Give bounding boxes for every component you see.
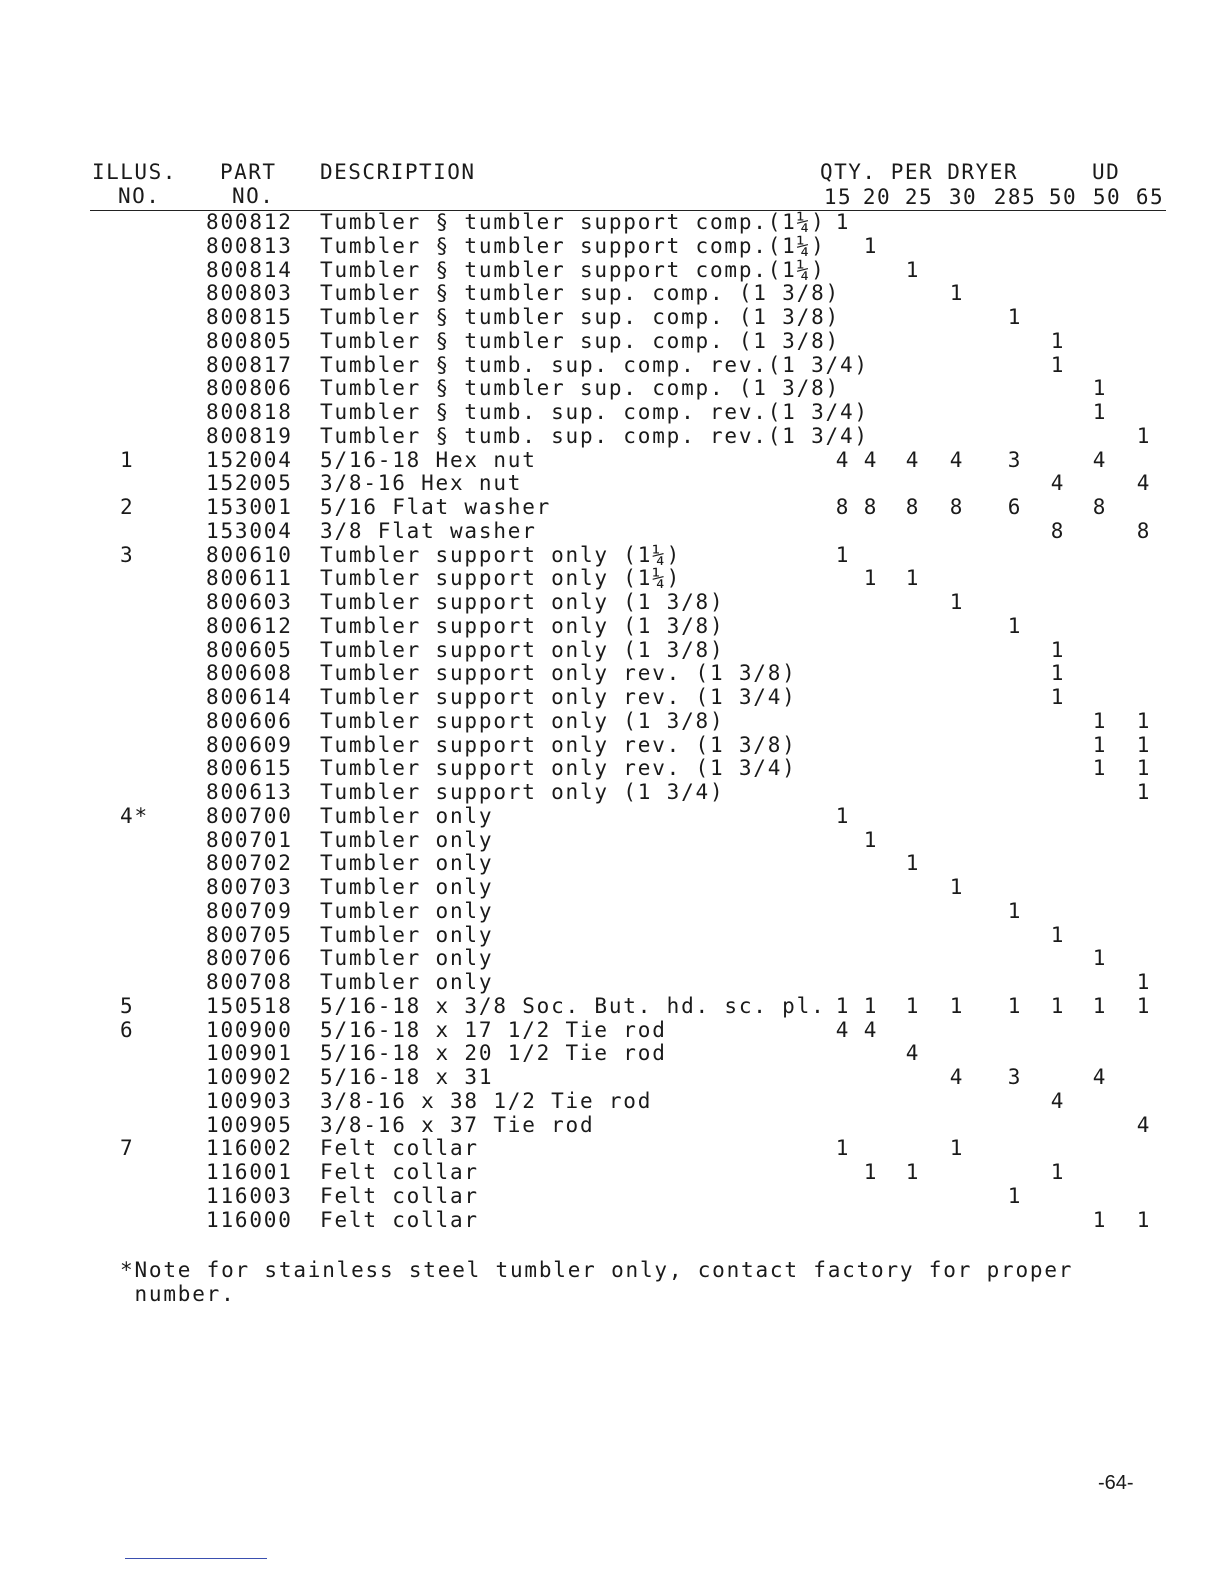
part-number: 800605 bbox=[206, 638, 293, 662]
qty-cell: 1 bbox=[1007, 614, 1023, 638]
table-row bbox=[0, 210, 1224, 234]
qty-cell: 1 bbox=[1136, 1208, 1152, 1232]
description: Felt collar bbox=[320, 1184, 479, 1208]
description: Tumbler § tumbler sup. comp. (1 3/8) bbox=[320, 329, 840, 353]
part-number: 800700 bbox=[206, 804, 293, 828]
qty-cell: 8 bbox=[863, 495, 879, 519]
part-number: 100901 bbox=[206, 1041, 293, 1065]
footnote-line2: number. bbox=[120, 1282, 236, 1306]
table-row bbox=[0, 923, 1224, 947]
description: 3/8-16 x 38 1/2 Tie rod bbox=[320, 1089, 653, 1113]
col-header-ud-65: 65 bbox=[1135, 185, 1165, 209]
qty-cell: 1 bbox=[1092, 733, 1108, 757]
qty-cell: 1 bbox=[835, 994, 851, 1018]
description: Tumbler support only (1 3/8) bbox=[320, 590, 725, 614]
qty-cell: 1 bbox=[1007, 305, 1023, 329]
description: Tumbler support only (1 3/8) bbox=[320, 614, 725, 638]
part-number: 800818 bbox=[206, 400, 293, 424]
illus-number: 2 bbox=[120, 495, 135, 519]
qty-cell: 1 bbox=[905, 566, 921, 590]
description: 3/8 Flat washer bbox=[320, 519, 537, 543]
part-number: 800703 bbox=[206, 875, 293, 899]
table-row bbox=[0, 614, 1224, 638]
qty-cell: 1 bbox=[863, 994, 879, 1018]
part-number: 800819 bbox=[206, 424, 293, 448]
table-row bbox=[0, 709, 1224, 733]
part-number: 800817 bbox=[206, 353, 293, 377]
table-row bbox=[0, 258, 1224, 282]
illus-number: 5 bbox=[120, 994, 135, 1018]
qty-cell: 1 bbox=[835, 543, 851, 567]
description: 3/8-16 x 37 Tie rod bbox=[320, 1113, 595, 1137]
qty-cell: 1 bbox=[1092, 756, 1108, 780]
table-row bbox=[0, 946, 1224, 970]
footnote bbox=[120, 1258, 1120, 1306]
table-row bbox=[0, 1089, 1224, 1113]
description: 5/16-18 x 17 1/2 Tie rod bbox=[320, 1018, 667, 1042]
description: Tumbler § tumbler support comp.(1¼) bbox=[320, 234, 826, 258]
description: Tumbler support only (1¼) bbox=[320, 543, 682, 567]
qty-cell: 8 bbox=[835, 495, 851, 519]
part-number: 800608 bbox=[206, 661, 293, 685]
description: Tumbler § tumb. sup. comp. rev.(1 3/4) bbox=[320, 424, 869, 448]
description-header: DESCRIPTION bbox=[320, 160, 476, 184]
description: Tumbler only bbox=[320, 828, 494, 852]
col-header-15: 15 bbox=[823, 185, 853, 209]
description: Tumbler only bbox=[320, 804, 494, 828]
qty-cell: 1 bbox=[1007, 899, 1023, 923]
description: Tumbler only bbox=[320, 875, 494, 899]
table-row bbox=[0, 780, 1224, 804]
qty-cell: 3 bbox=[1007, 1065, 1023, 1089]
col-header-20: 20 bbox=[862, 185, 892, 209]
table-row bbox=[0, 590, 1224, 614]
qty-cell: 4 bbox=[905, 448, 921, 472]
part-number: 800610 bbox=[206, 543, 293, 567]
qty-cell: 1 bbox=[1136, 970, 1152, 994]
qty-cell: 4 bbox=[1092, 448, 1108, 472]
qty-cell: 1 bbox=[905, 851, 921, 875]
qty-cell: 1 bbox=[1050, 923, 1066, 947]
table-row bbox=[0, 875, 1224, 899]
qty-cell: 1 bbox=[949, 590, 965, 614]
footnote-line1: *Note for stainless steel tumbler only, contact factory for proper bbox=[120, 1258, 1074, 1282]
description: Tumbler § tumb. sup. comp. rev.(1 3/4) bbox=[320, 353, 869, 377]
table-row bbox=[0, 281, 1224, 305]
qty-cell: 1 bbox=[863, 828, 879, 852]
qty-cell: 1 bbox=[949, 875, 965, 899]
qty-cell: 1 bbox=[863, 234, 879, 258]
description: Tumbler only bbox=[320, 851, 494, 875]
qty-cell: 1 bbox=[1050, 994, 1066, 1018]
col-header-ud-50: 50 bbox=[1092, 185, 1122, 209]
illus-number: 1 bbox=[120, 448, 135, 472]
table-row bbox=[0, 756, 1224, 780]
part-number: 116003 bbox=[206, 1184, 293, 1208]
table-header bbox=[0, 0, 1224, 215]
description: 3/8-16 Hex nut bbox=[320, 471, 523, 495]
part-number: 800806 bbox=[206, 376, 293, 400]
qty-cell: 1 bbox=[1050, 685, 1066, 709]
qty-cell: 4 bbox=[1092, 1065, 1108, 1089]
part-number: 800805 bbox=[206, 329, 293, 353]
footer-rule bbox=[125, 1558, 267, 1559]
qty-cell: 1 bbox=[905, 1160, 921, 1184]
part-number: 116001 bbox=[206, 1160, 293, 1184]
qty-cell: 1 bbox=[1092, 946, 1108, 970]
illus-header-line1: ILLUS. bbox=[92, 160, 177, 184]
qty-cell: 1 bbox=[1050, 661, 1066, 685]
qty-cell: 4 bbox=[1136, 1113, 1152, 1137]
qty-cell: 1 bbox=[1092, 1208, 1108, 1232]
description: Tumbler only bbox=[320, 946, 494, 970]
qty-cell: 4 bbox=[1050, 1089, 1066, 1113]
qty-cell: 1 bbox=[949, 1136, 965, 1160]
qty-cell: 4 bbox=[949, 1065, 965, 1089]
qty-cell: 1 bbox=[905, 994, 921, 1018]
table-row bbox=[0, 376, 1224, 400]
description: 5/16 Flat washer bbox=[320, 495, 552, 519]
description: Felt collar bbox=[320, 1136, 479, 1160]
part-number: 800603 bbox=[206, 590, 293, 614]
table-row bbox=[0, 804, 1224, 828]
part-number: 100902 bbox=[206, 1065, 293, 1089]
qty-cell: 4 bbox=[863, 1018, 879, 1042]
description: Tumbler only bbox=[320, 899, 494, 923]
table-row bbox=[0, 329, 1224, 353]
illus-number: 6 bbox=[120, 1018, 135, 1042]
qty-cell: 4 bbox=[1136, 471, 1152, 495]
part-number: 116002 bbox=[206, 1136, 293, 1160]
description: Tumbler only bbox=[320, 970, 494, 994]
qty-cell: 1 bbox=[1136, 994, 1152, 1018]
table-row bbox=[0, 685, 1224, 709]
col-header-50: 50 bbox=[1048, 185, 1078, 209]
table-row bbox=[0, 994, 1224, 1018]
qty-cell: 4 bbox=[835, 448, 851, 472]
qty-cell: 8 bbox=[1136, 519, 1152, 543]
col-header-285: 285 bbox=[993, 185, 1037, 209]
table-row bbox=[0, 1184, 1224, 1208]
page-number: -64- bbox=[1098, 1472, 1134, 1494]
table-row bbox=[0, 638, 1224, 662]
qty-cell: 1 bbox=[835, 1136, 851, 1160]
part-number: 152004 bbox=[206, 448, 293, 472]
qty-cell: 8 bbox=[1050, 519, 1066, 543]
table-row bbox=[0, 970, 1224, 994]
description: Tumbler support only (1¼) bbox=[320, 566, 682, 590]
qty-cell: 4 bbox=[835, 1018, 851, 1042]
description: Tumbler § tumbler support comp.(1¼) bbox=[320, 210, 826, 234]
description: Tumbler support only (1 3/4) bbox=[320, 780, 725, 804]
description: 5/16-18 Hex nut bbox=[320, 448, 537, 472]
description: Tumbler § tumb. sup. comp. rev.(1 3/4) bbox=[320, 400, 869, 424]
description: Felt collar bbox=[320, 1160, 479, 1184]
description: 5/16-18 x 20 1/2 Tie rod bbox=[320, 1041, 667, 1065]
qty-cell: 1 bbox=[863, 1160, 879, 1184]
qty-cell: 1 bbox=[1136, 424, 1152, 448]
qty-cell: 1 bbox=[835, 804, 851, 828]
part-number: 116000 bbox=[206, 1208, 293, 1232]
qty-cell: 1 bbox=[863, 566, 879, 590]
table-row bbox=[0, 543, 1224, 567]
qty-cell: 4 bbox=[863, 448, 879, 472]
col-header-30: 30 bbox=[948, 185, 978, 209]
table-row bbox=[0, 828, 1224, 852]
table-row bbox=[0, 1065, 1224, 1089]
part-number: 800613 bbox=[206, 780, 293, 804]
table-row bbox=[0, 899, 1224, 923]
part-number: 153001 bbox=[206, 495, 293, 519]
qty-cell: 4 bbox=[949, 448, 965, 472]
table-row bbox=[0, 353, 1224, 377]
table-row bbox=[0, 1041, 1224, 1065]
description: Tumbler support only rev. (1 3/8) bbox=[320, 733, 797, 757]
part-number: 800709 bbox=[206, 899, 293, 923]
qty-cell: 1 bbox=[949, 994, 965, 1018]
part-header-line2: NO. bbox=[232, 184, 275, 208]
qty-cell: 1 bbox=[905, 258, 921, 282]
table-row bbox=[0, 305, 1224, 329]
qty-cell: 1 bbox=[1050, 329, 1066, 353]
qty-cell: 1 bbox=[1092, 400, 1108, 424]
description: Tumbler § tumbler sup. comp. (1 3/8) bbox=[320, 376, 840, 400]
table-row bbox=[0, 495, 1224, 519]
table-row bbox=[0, 234, 1224, 258]
part-number: 800708 bbox=[206, 970, 293, 994]
part-header-line1: PART bbox=[220, 160, 277, 184]
qty-cell: 1 bbox=[1092, 376, 1108, 400]
part-number: 800615 bbox=[206, 756, 293, 780]
part-number: 800815 bbox=[206, 305, 293, 329]
qty-cell: 4 bbox=[1050, 471, 1066, 495]
description: 5/16-18 x 31 bbox=[320, 1065, 494, 1089]
table-row bbox=[0, 424, 1224, 448]
table-row bbox=[0, 1208, 1224, 1232]
part-number: 800814 bbox=[206, 258, 293, 282]
part-number: 800813 bbox=[206, 234, 293, 258]
illus-number: 4* bbox=[120, 804, 149, 828]
part-number: 100903 bbox=[206, 1089, 293, 1113]
qty-cell: 6 bbox=[1007, 495, 1023, 519]
part-number: 152005 bbox=[206, 471, 293, 495]
qty-cell: 1 bbox=[1136, 780, 1152, 804]
description: Tumbler support only (1 3/8) bbox=[320, 709, 725, 733]
part-number: 800706 bbox=[206, 946, 293, 970]
description: Tumbler § tumbler sup. comp. (1 3/8) bbox=[320, 281, 840, 305]
qty-cell: 8 bbox=[905, 495, 921, 519]
qty-cell: 1 bbox=[949, 281, 965, 305]
description: Tumbler support only (1 3/8) bbox=[320, 638, 725, 662]
part-number: 100900 bbox=[206, 1018, 293, 1042]
qty-cell: 1 bbox=[1136, 756, 1152, 780]
illus-header-line2: NO. bbox=[118, 184, 161, 208]
part-number: 800609 bbox=[206, 733, 293, 757]
qty-cell: 1 bbox=[1136, 709, 1152, 733]
part-number: 150518 bbox=[206, 994, 293, 1018]
illus-number: 3 bbox=[120, 543, 135, 567]
illus-number: 7 bbox=[120, 1136, 135, 1160]
qty-cell: 1 bbox=[1050, 353, 1066, 377]
description: Tumbler § tumbler sup. comp. (1 3/8) bbox=[320, 305, 840, 329]
qty-cell: 8 bbox=[949, 495, 965, 519]
part-number: 800614 bbox=[206, 685, 293, 709]
table-row bbox=[0, 566, 1224, 590]
table-row bbox=[0, 661, 1224, 685]
part-number: 153004 bbox=[206, 519, 293, 543]
table-row bbox=[0, 733, 1224, 757]
table-row bbox=[0, 471, 1224, 495]
qty-cell: 1 bbox=[835, 210, 851, 234]
part-number: 800803 bbox=[206, 281, 293, 305]
part-number: 800606 bbox=[206, 709, 293, 733]
table-row bbox=[0, 851, 1224, 875]
description: Felt collar bbox=[320, 1208, 479, 1232]
part-number: 800611 bbox=[206, 566, 293, 590]
qty-cell: 1 bbox=[1007, 1184, 1023, 1208]
qty-cell: 1 bbox=[1050, 1160, 1066, 1184]
description: Tumbler support only rev. (1 3/8) bbox=[320, 661, 797, 685]
part-number: 800701 bbox=[206, 828, 293, 852]
col-header-25: 25 bbox=[904, 185, 934, 209]
description: Tumbler support only rev. (1 3/4) bbox=[320, 756, 797, 780]
qty-per-dryer-header: QTY. PER DRYER bbox=[820, 160, 1019, 184]
qty-cell: 1 bbox=[1136, 733, 1152, 757]
ud-header: UD bbox=[1092, 160, 1121, 184]
table-row bbox=[0, 1018, 1224, 1042]
table-row bbox=[0, 1113, 1224, 1137]
description: Tumbler § tumbler support comp.(1¼) bbox=[320, 258, 826, 282]
qty-cell: 1 bbox=[1092, 994, 1108, 1018]
table-row bbox=[0, 448, 1224, 472]
qty-cell: 8 bbox=[1092, 495, 1108, 519]
table-row bbox=[0, 400, 1224, 424]
description: Tumbler only bbox=[320, 923, 494, 947]
table-row bbox=[0, 519, 1224, 543]
part-number: 800812 bbox=[206, 210, 293, 234]
qty-cell: 4 bbox=[905, 1041, 921, 1065]
part-number: 100905 bbox=[206, 1113, 293, 1137]
table-row bbox=[0, 1160, 1224, 1184]
part-number: 800705 bbox=[206, 923, 293, 947]
qty-cell: 3 bbox=[1007, 448, 1023, 472]
description: 5/16-18 x 3/8 Soc. But. hd. sc. pl. bbox=[320, 994, 826, 1018]
qty-cell: 1 bbox=[1050, 638, 1066, 662]
description: Tumbler support only rev. (1 3/4) bbox=[320, 685, 797, 709]
part-number: 800702 bbox=[206, 851, 293, 875]
qty-cell: 1 bbox=[1092, 709, 1108, 733]
qty-cell: 1 bbox=[1007, 994, 1023, 1018]
part-number: 800612 bbox=[206, 614, 293, 638]
table-row bbox=[0, 1136, 1224, 1160]
